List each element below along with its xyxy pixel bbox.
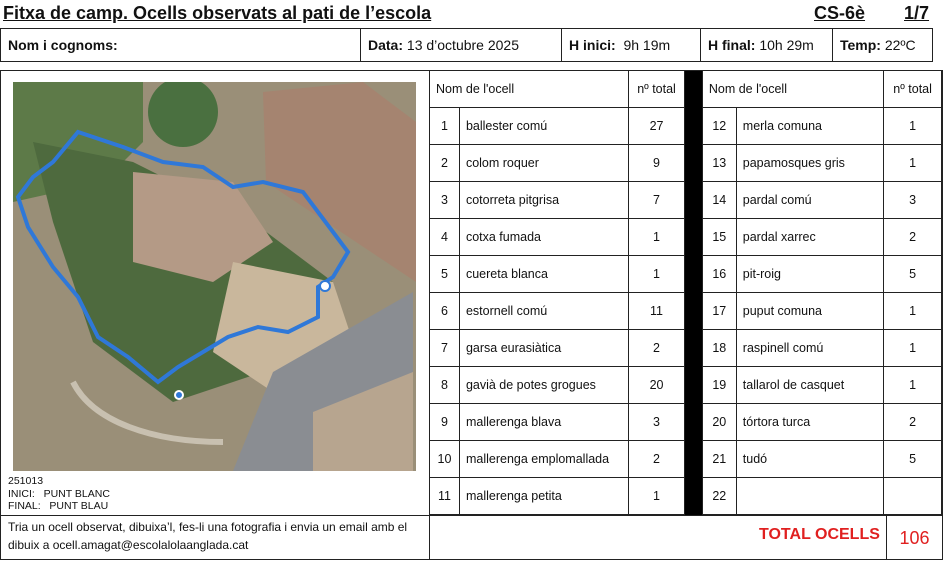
bird-number: 5 [430,256,460,293]
main-panel [0,70,943,560]
instructions-text: Tria un ocell observat, dibuixa’l, fes-li una fotografia i envia un email amb el dibuix a ocell.amagat@escolalolaanglada.cat [8,520,408,552]
bird-name: tudó [736,441,883,478]
bird-total [884,478,942,515]
page-title: Fitxa de camp. Ocells observats al pati de l’escola [3,3,432,23]
end-time-field: H final: 10h 29m [701,29,833,61]
column-header-name: Nom de l'ocell [430,71,629,108]
bird-number: 15 [702,219,736,256]
bird-number: 20 [702,404,736,441]
bird-total: 3 [629,404,685,441]
map-panel [1,71,430,559]
table-header-row [430,71,942,108]
bird-total: 1 [884,108,942,145]
bird-number: 9 [430,404,460,441]
bird-total: 11 [629,293,685,330]
temperature-field: Temp: 22ºC [840,37,916,53]
bird-name: garsa eurasiàtica [459,330,628,367]
bird-name: cuereta blanca [459,256,628,293]
bird-number: 14 [702,182,736,219]
bird-name: cotorreta pitgrisa [459,182,628,219]
bird-name: pardal xarrec [736,219,883,256]
bird-total: 1 [629,256,685,293]
bird-total: 2 [884,219,942,256]
page-number: 1/7 [904,3,930,23]
bird-total: 1 [629,219,685,256]
bird-total: 2 [884,404,942,441]
column-header-total: nº total [884,71,942,108]
bird-name: pit-roig [736,256,883,293]
bird-number: 13 [702,145,736,182]
bird-number: 17 [702,293,736,330]
bird-total: 1 [629,478,685,515]
bird-number: 16 [702,256,736,293]
bird-name [736,478,883,515]
column-header-name: Nom de l'ocell [702,71,883,108]
bird-name: cotxa fumada [459,219,628,256]
bird-name: tallarol de casquet [736,367,883,404]
bird-name: raspinell comú [736,330,883,367]
bird-number: 11 [430,478,460,515]
bird-total: 1 [884,367,942,404]
bird-number: 21 [702,441,736,478]
column-header-total: nº total [629,71,685,108]
bird-name: mallerenga petita [459,478,628,515]
bird-total: 9 [629,145,685,182]
bird-number: 2 [430,145,460,182]
bird-name: ballester comú [459,108,628,145]
divider [1,515,430,516]
total-value: 106 [886,516,942,560]
bird-total: 1 [884,145,942,182]
bird-total: 3 [884,182,942,219]
bird-number: 4 [430,219,460,256]
bird-name: merla comuna [736,108,883,145]
bird-name: gavià de potes grogues [459,367,628,404]
total-row [430,515,942,559]
bird-number: 18 [702,330,736,367]
bird-name: mallerenga emplomallada [459,441,628,478]
bird-count-table [429,70,942,515]
bird-name: pardal comú [736,182,883,219]
bird-number: 10 [430,441,460,478]
bird-number: 12 [702,108,736,145]
bird-name: papamosques gris [736,145,883,182]
bird-number: 6 [430,293,460,330]
bird-name: tórtora turca [736,404,883,441]
bird-total: 2 [629,441,685,478]
name-field[interactable]: Nom i cognoms: [1,29,361,61]
bird-total: 1 [884,293,942,330]
bird-name: mallerenga blava [459,404,628,441]
start-time-field: H inici: 9h 19m [562,29,701,61]
bird-total: 27 [629,108,685,145]
route-notes: 251013 INICI: PUNT BLANC FINAL: PUNT BLAU [8,475,110,512]
bird-name: colom roquer [459,145,628,182]
bird-number: 7 [430,330,460,367]
bird-total: 2 [629,330,685,367]
bird-total: 1 [884,330,942,367]
bird-number: 8 [430,367,460,404]
bird-number: 1 [430,108,460,145]
bird-name: estornell comú [459,293,628,330]
course-code: CS-6è [814,3,866,23]
bird-total: 7 [629,182,685,219]
column-divider [684,71,702,515]
header-info-row [0,28,933,62]
bird-total: 5 [884,441,942,478]
route-map-image [13,82,416,471]
bird-name: puput comuna [736,293,883,330]
bird-number: 22 [702,478,736,515]
bird-total: 20 [629,367,685,404]
total-label: TOTAL OCELLS [759,526,880,543]
bird-number: 19 [702,367,736,404]
bird-number: 3 [430,182,460,219]
date-field: Data: 13 d’octubre 2025 [361,29,562,61]
bird-total: 5 [884,256,942,293]
